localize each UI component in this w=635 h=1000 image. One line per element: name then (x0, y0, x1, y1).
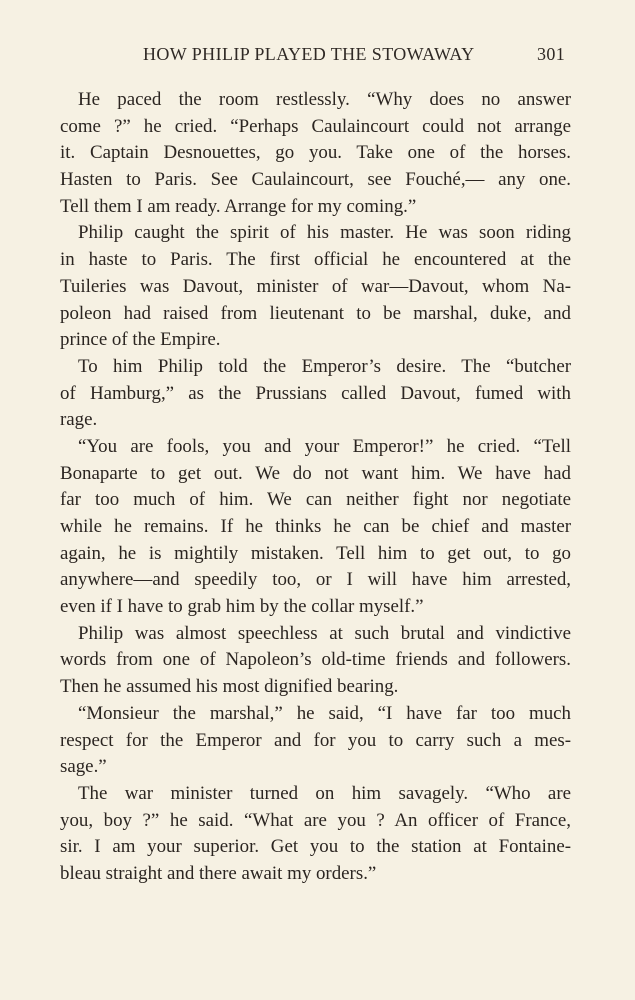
text-line: sage.” (60, 756, 107, 778)
text-line: Bonaparte to get out. We do not want him. We have had (60, 462, 571, 484)
text-line: bleau straight and there await my orders.” (60, 862, 377, 884)
text-line: you, boy ?” he said. “What are you ? An officer of France, (60, 809, 571, 831)
text-line: words from one of Napoleon’s old-time friends and followers. (60, 649, 571, 671)
text-line: in haste to Paris. The first official he encountered at the (60, 249, 571, 271)
text-line: even if I have to grab him by the collar myself.” (60, 596, 424, 618)
text-line: rage. (60, 409, 98, 431)
text-line: while he remains. If he thinks he can be chief and master (60, 516, 571, 537)
text-line: come ?” he cried. “Perhaps Caulaincourt could not arrange (60, 115, 571, 137)
body-text (60, 87, 571, 888)
text-line: “You are fools, you and your Emperor!” he cried. “Tell (78, 435, 571, 457)
text-line: it. Captain Desnouettes, go you. Take one of the horses. (60, 142, 571, 164)
text-line: Hasten to Paris. See Caulaincourt, see Fouché,— any one. (60, 169, 571, 191)
text-line: Philip was almost speechless at such brutal and vindictive (78, 622, 571, 644)
text-line: far too much of him. We can neither fight nor negotiate (60, 489, 571, 511)
text-line: Tuileries was Davout, minister of war—Davout, whom Na- (60, 275, 571, 297)
running-title: HOW PHILIP PLAYED THE STOWAWAY (143, 44, 475, 64)
text-line: sir. I am your superior. Get you to the station at Fontaine- (60, 836, 571, 858)
text-line: poleon had raised from lieutenant to be marshal, duke, and (60, 302, 571, 324)
page-number: 301 (537, 44, 566, 64)
text-line: respect for the Emperor and for you to carry such a mes- (60, 729, 571, 751)
text-line: of Hamburg,” as the Prussians called Davout, fumed with (60, 382, 571, 404)
running-head (0, 44, 635, 70)
text-line: Then he assumed his most dignified bearing. (60, 676, 399, 698)
text-line: prince of the Empire. (60, 329, 221, 351)
text-line: Tell them I am ready. Arrange for my coming.” (60, 195, 417, 217)
text-line: To him Philip told the Emperor’s desire. The “butcher (78, 355, 571, 377)
text-line: anywhere—and speedily too, or I will have him arrested, (60, 569, 571, 591)
text-line: He paced the room restlessly. “Why does no answer (78, 89, 571, 110)
text-line: again, he is mightily mistaken. Tell him to get out, to go (60, 542, 571, 564)
text-line: The war minister turned on him savagely. “Who are (78, 782, 571, 804)
text-line: Philip caught the spirit of his master. He was soon riding (78, 222, 571, 244)
text-line: “Monsieur the marshal,” he said, “I have far too much (78, 702, 571, 724)
